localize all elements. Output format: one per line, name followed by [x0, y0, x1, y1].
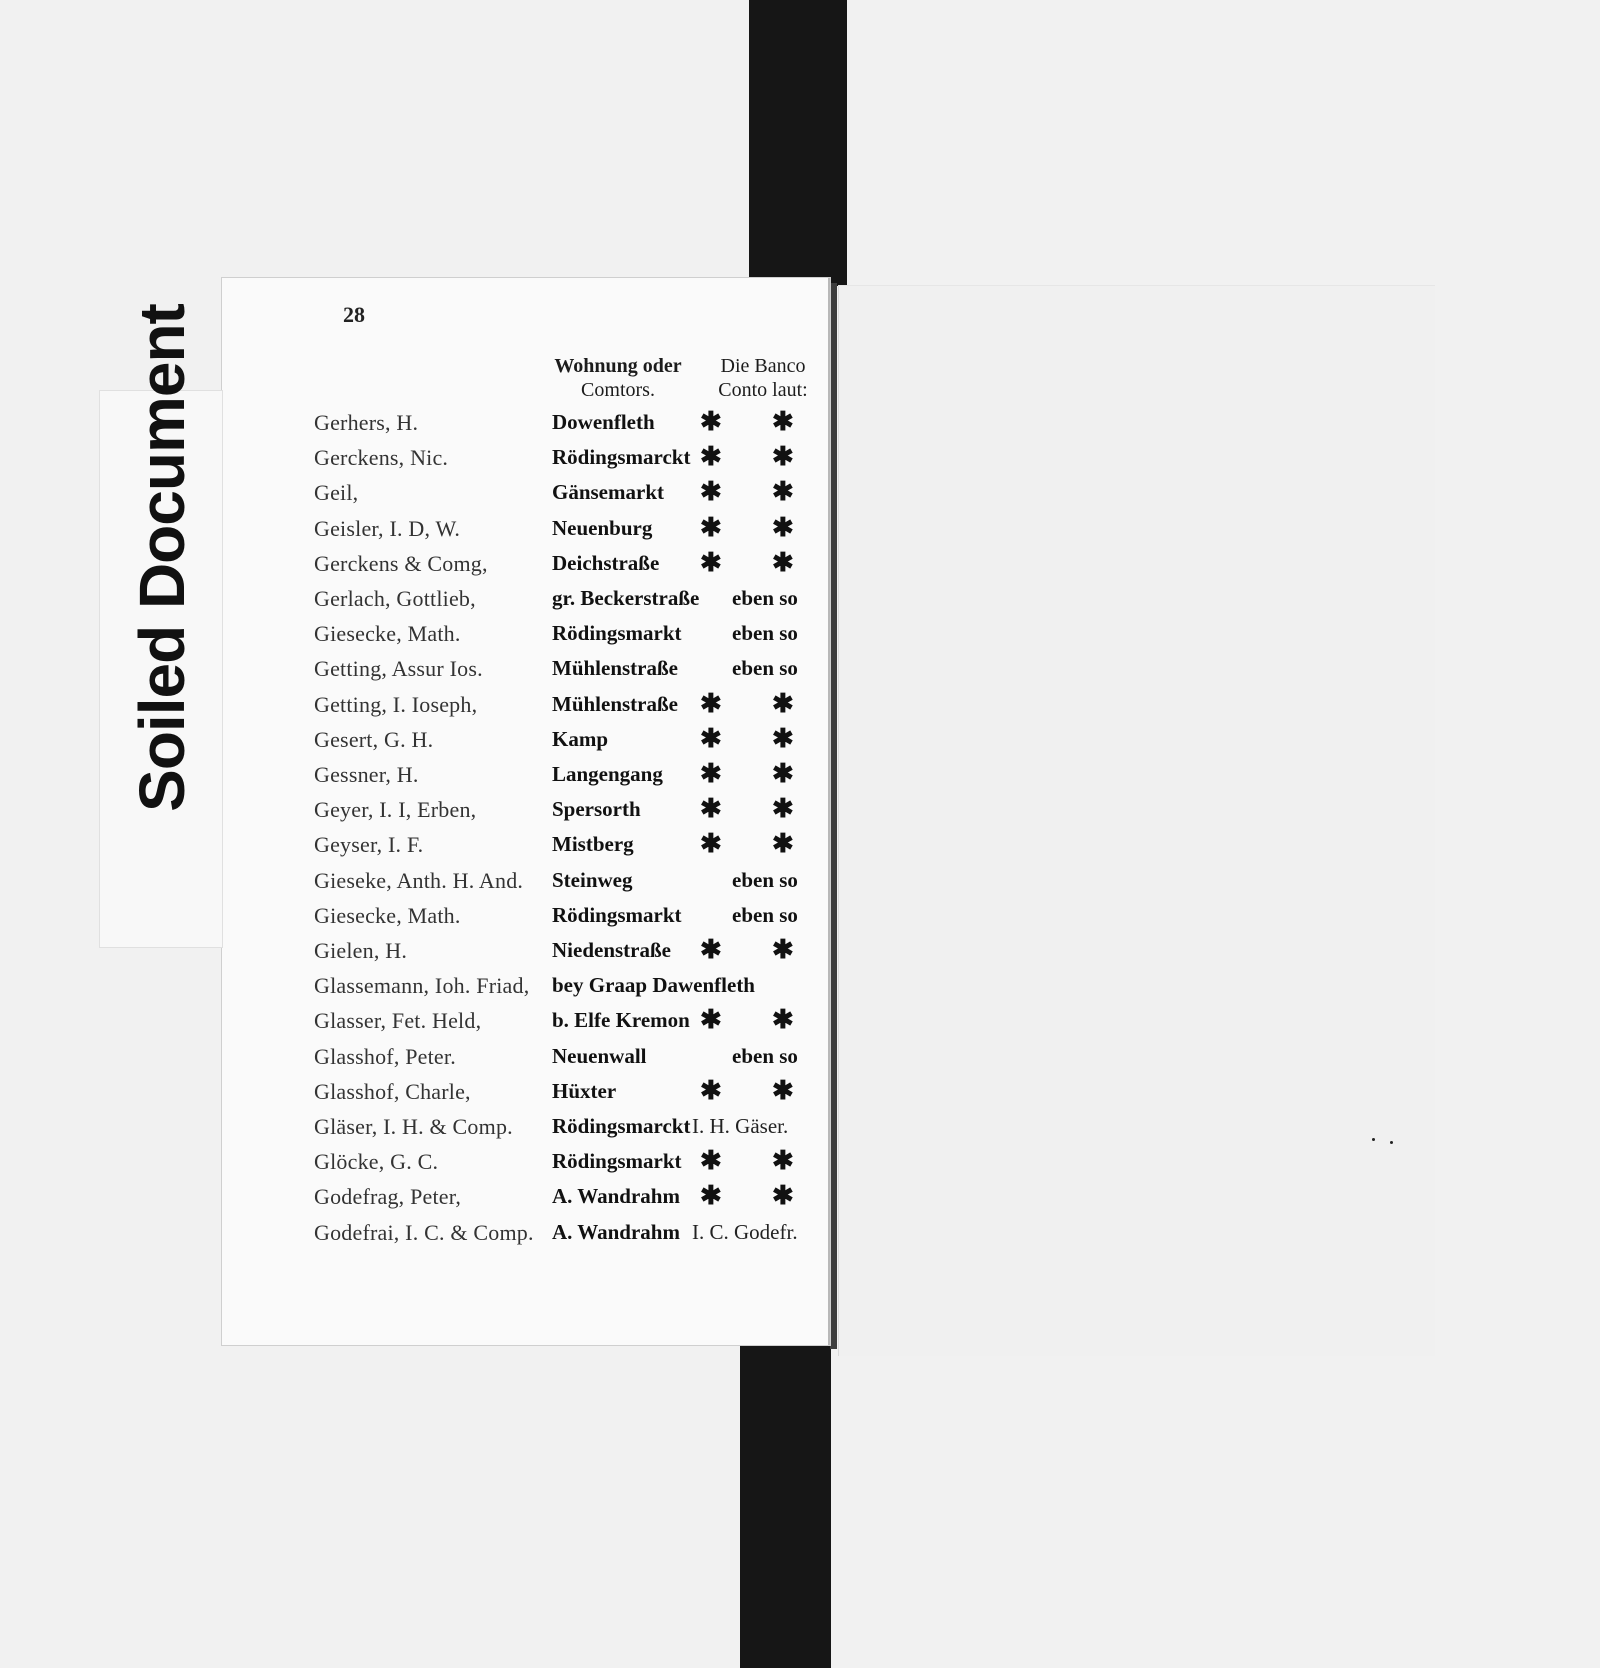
merchant-name: Gerckens & Comg,	[314, 550, 488, 576]
banco-note: eben so	[732, 656, 798, 681]
banco-mark: ✱	[700, 442, 722, 472]
banco-mark: ✱	[700, 759, 722, 788]
merchant-address: Rödingsmarkt	[552, 621, 682, 646]
ledger-row	[0, 1044, 840, 1078]
merchant-name: Giesecke, Math.	[314, 902, 461, 928]
ledger-row	[0, 1146, 840, 1183]
ledger-row	[0, 1075, 840, 1113]
banco-mark: ✱	[772, 442, 794, 472]
merchant-name: Geil,	[314, 480, 359, 506]
merchant-name: Giesecke, Math.	[314, 621, 461, 647]
banco-mark: ✱	[700, 794, 722, 824]
merchant-name: Gerckens, Nic.	[314, 445, 449, 471]
merchant-name: Gesert, G. H.	[314, 726, 434, 752]
banco-note: eben so	[732, 902, 798, 927]
banco-account-name: I. C. Godefr.	[692, 1219, 798, 1244]
header-banco-line1: Die Banco	[720, 355, 806, 377]
merchant-address: Gänsemarkt	[552, 480, 664, 505]
ledger-row	[0, 723, 840, 761]
ledger-row	[0, 1005, 840, 1042]
banco-mark: ✱	[700, 723, 722, 753]
ledger-row	[0, 688, 840, 726]
merchant-name: Gerhers, H.	[314, 410, 419, 435]
merchant-address: Neuenburg	[552, 515, 653, 540]
ledger-row	[0, 586, 840, 620]
merchant-address: gr. Beckerstraße	[552, 586, 700, 610]
banco-note: eben so	[732, 621, 798, 646]
banco-account-name: I. H. Gäser.	[692, 1114, 789, 1138]
binding-strip-top	[749, 0, 847, 286]
banco-mark: ✱	[772, 723, 794, 753]
column-header-banco	[698, 354, 828, 402]
ledger-row	[0, 621, 840, 655]
merchant-name: Getting, Assur Ios.	[314, 656, 483, 682]
merchant-address: A. Wandrahm	[552, 1184, 680, 1209]
ledger-row	[0, 656, 840, 690]
banco-mark: ✱	[700, 1146, 722, 1176]
ledger-row	[0, 407, 840, 444]
ledger-row	[0, 1114, 840, 1148]
merchant-address: Rödingsmarkt	[552, 1149, 682, 1174]
merchant-name: Gessner, H.	[314, 762, 419, 787]
ledger-row	[0, 903, 840, 937]
banco-mark: ✱	[700, 407, 722, 436]
ledger-row	[0, 1220, 840, 1254]
ledger-row	[0, 547, 840, 585]
banco-mark: ✱	[700, 829, 722, 859]
banco-mark: ✱	[700, 688, 722, 718]
merchant-name: Geyser, I. F.	[314, 832, 424, 858]
banco-mark: ✱	[700, 1181, 722, 1211]
merchant-address: Niedenstraße	[552, 938, 671, 962]
dust-speck	[1372, 1138, 1375, 1141]
banco-mark: ✱	[700, 512, 722, 542]
banco-note: eben so	[732, 867, 798, 892]
merchant-name: Gielen, H.	[314, 938, 408, 963]
merchant-name: Glasshof, Charle,	[314, 1078, 471, 1104]
binding-strip-bottom	[740, 1346, 831, 1668]
header-address-line2: Comtors.	[581, 379, 655, 401]
merchant-address: Kamp	[552, 726, 609, 751]
merchant-address: Spersorth	[552, 797, 641, 822]
merchant-address: b. Elfe Kremon	[552, 1008, 690, 1033]
banco-mark: ✱	[772, 477, 794, 507]
banco-mark: ✱	[700, 935, 722, 964]
merchant-address: Mühlenstraße	[552, 656, 678, 681]
merchant-address: Mühlenstraße	[552, 691, 678, 716]
merchant-name: Godefrai, I. C. & Comp.	[314, 1219, 534, 1245]
merchant-name: Glasshof, Peter.	[314, 1043, 456, 1069]
merchant-address: Mistberg	[552, 832, 634, 857]
banco-mark: ✱	[772, 935, 794, 964]
merchant-address: Rödingsmarckt	[552, 1114, 691, 1138]
banco-mark: ✱	[772, 1075, 794, 1105]
merchant-address: Rödingsmarkt	[552, 902, 682, 927]
header-address-line1: Wohnung oder	[554, 355, 682, 377]
banco-mark: ✱	[772, 688, 794, 718]
ledger-row	[0, 477, 840, 514]
banco-mark: ✱	[772, 759, 794, 788]
banco-mark: ✱	[772, 794, 794, 824]
merchant-name: Glassemann, Ioh. Friad,	[314, 973, 530, 999]
merchant-name: Glöcke, G. C.	[314, 1149, 439, 1175]
merchant-name: Geisler, I. D, W.	[314, 515, 461, 541]
facing-page-blank	[838, 285, 1435, 1356]
ledger-row	[0, 512, 840, 550]
ledger-row	[0, 1181, 840, 1218]
soiled-document-label: Soiled Document	[126, 304, 198, 812]
ledger-row	[0, 759, 840, 796]
merchant-name: Gläser, I. H. & Comp.	[314, 1114, 513, 1139]
ledger-row	[0, 973, 840, 1007]
merchant-name: Godefrag, Peter,	[314, 1184, 462, 1210]
banco-mark: ✱	[772, 407, 794, 436]
banco-mark: ✱	[700, 477, 722, 507]
page-number: 28	[343, 302, 365, 327]
merchant-address: Rödingsmarckt	[552, 445, 691, 470]
banco-note: eben so	[732, 586, 798, 610]
header-banco-line2: Conto laut:	[718, 379, 808, 401]
merchant-address: Steinweg	[552, 867, 633, 892]
merchant-address: Langengang	[552, 762, 663, 786]
merchant-address: Dowenfleth	[552, 410, 655, 434]
banco-mark: ✱	[772, 829, 794, 859]
banco-note: eben so	[732, 1043, 798, 1068]
banco-mark: ✱	[700, 1075, 722, 1105]
merchant-address: Neuenwall	[552, 1043, 647, 1068]
ledger-row	[0, 935, 840, 972]
banco-mark: ✱	[772, 1005, 794, 1035]
banco-mark: ✱	[772, 1146, 794, 1176]
banco-mark: ✱	[700, 1005, 722, 1035]
ledger-row	[0, 794, 840, 831]
merchant-name: Geyer, I. I, Erben,	[314, 797, 477, 823]
merchant-name: Getting, I. Ioseph,	[314, 691, 478, 717]
merchant-name: Gerlach, Gottlieb,	[314, 586, 476, 611]
banco-mark: ✱	[700, 547, 722, 577]
merchant-name: Gieseke, Anth. H. And.	[314, 867, 524, 893]
banco-mark: ✱	[772, 547, 794, 577]
merchant-address: bey Graap Dawenfleth	[552, 973, 755, 998]
column-header-address	[548, 354, 688, 402]
ledger-row	[0, 829, 840, 866]
ledger-row	[0, 442, 840, 479]
merchant-address: A. Wandrahm	[552, 1219, 680, 1244]
dust-speck	[1390, 1141, 1393, 1144]
banco-mark: ✱	[772, 512, 794, 542]
merchant-name: Glasser, Fet. Held,	[314, 1008, 482, 1034]
merchant-address: Deichstraße	[552, 550, 660, 575]
banco-mark: ✱	[772, 1181, 794, 1211]
ledger-row	[0, 868, 840, 902]
merchant-address: Hüxter	[552, 1078, 617, 1103]
